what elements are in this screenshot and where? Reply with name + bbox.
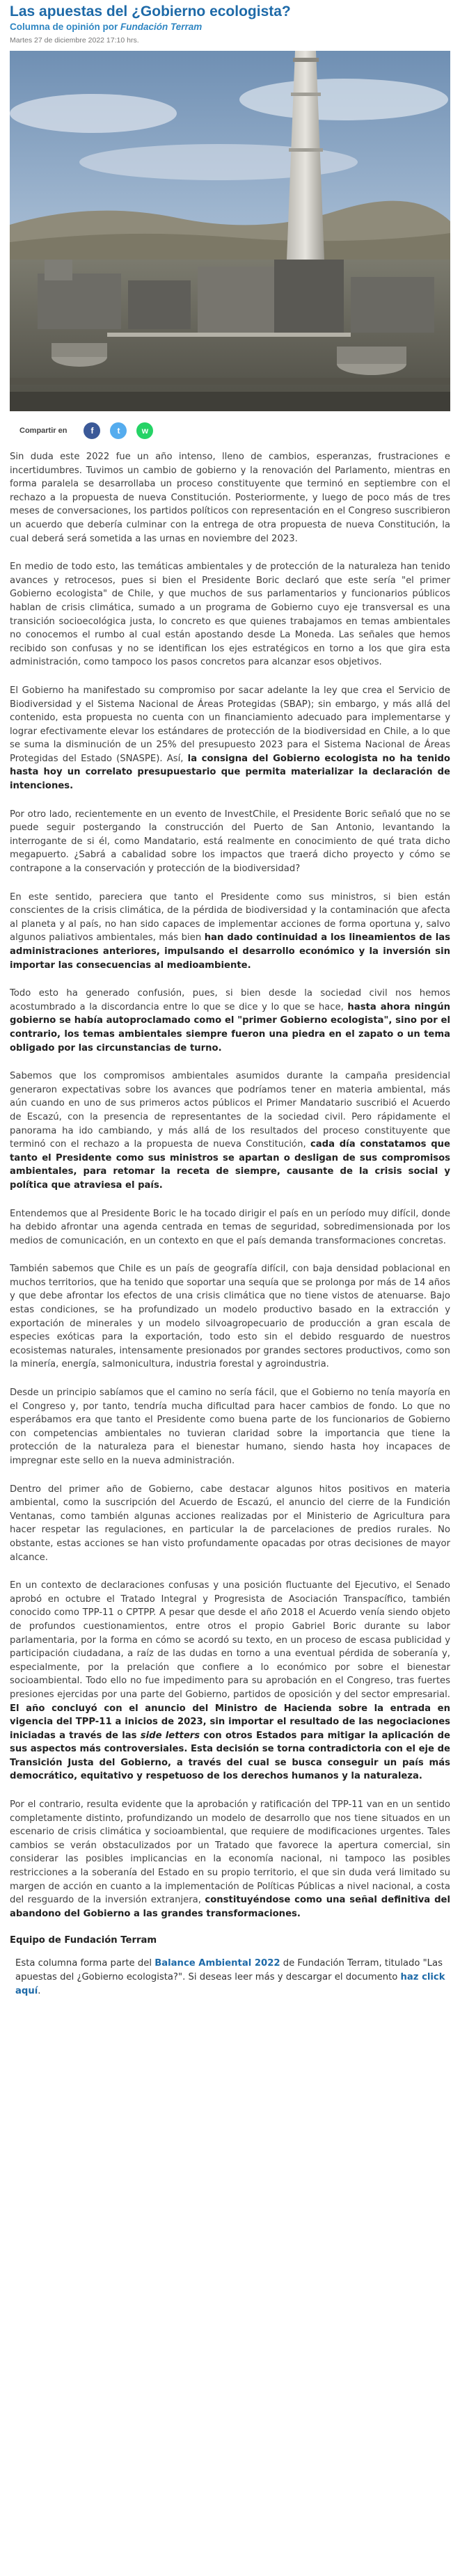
industrial-plant-photo: [10, 51, 450, 411]
article-body: [10, 450, 450, 1921]
share-buttons: [84, 422, 153, 439]
paragraph: [10, 1070, 450, 1192]
paragraph: [10, 1207, 450, 1248]
article-title: Las apuestas del ¿Gobierno ecologista?: [10, 3, 291, 19]
footer-part2: de Fundación Terram, titulado "Las apuestas del ¿Gobierno ecologista?". Si deseas leer más y descargar el documento: [15, 1958, 443, 1982]
text-run: En medio de todo esto, las temáticas ambientales y de protección de la naturaleza han tenido avances y retrocesos, pues si bien el Presidente Boric declaró que este sería "el primer Gobierno ecologista" de Chile, y que muchos de sus parlamentarios y funcionarios públicos hablan de crisis climática, sumado a un programa de Gobierno cuyo eje transversal es una transición socioecológica justa, lo concreto es que quienes trabajamos en temas ambientales no conocemos el rumbo al cual están apostando desde La Moneda. Las señales que hemos recibido son confusas y no se identifican los ejes estratégicos en torno a los que gira esta administración, como tampoco los pasos concretos para alcanzar esos objetivos.: [10, 562, 450, 668]
paragraph: [10, 1386, 450, 1468]
paragraph: [10, 1262, 450, 1372]
text-run: En este sentido, pareciera que tanto el Presidente como sus ministros, si bien están conscientes de la crisis climática, de la pérdida de biodiversidad y la contaminación que afecta al planeta y al país, no han sido capaces de implementar acciones de forma oportuna y, salvo algunos paliativos ambientales, más bien: [10, 891, 450, 944]
text-run: Sabemos que los compromisos ambientales asumidos durante la campaña presidencial generaron expectativas sobre los avances que podríamos tener en materia ambiental, más aún cuando en uno de sus primeros actos públicos el Primer Mandatario suscribió el Acuerdo de Escazú, con la presencia de representantes de la sociedad civil. Pero rápidamente el panorama ha ido cambiando, y más allá de los resultados del proceso constituyente que terminó con el rechazo a la propuesta de nueva Constitución,: [10, 1071, 450, 1150]
footer-part3: .: [38, 1985, 41, 1996]
bold-text-run: cada día constatamos que tanto el Presidente como sus ministros se apartan o desligan de sus compromisos ambientales, para retomar la receta de siempre, causante de la crisis social y política que atraviesa el país.: [10, 1139, 450, 1191]
bold-text-run: constituyéndose como una señal definitiva del abandono del Gobierno a las grandes transformaciones.: [10, 1895, 450, 1919]
subtitle-prefix: Columna de opinión por: [10, 22, 118, 32]
text-run: Entendemos que al Presidente Boric le ha tocado dirigir el país en un período muy difícil, donde ha debido afrontar una agenda centrada en temas de seguridad, sobredimensionada por los medios de comunicación, en un contexto en que el país demanda transformaciones concretas.: [10, 1208, 450, 1246]
footer-note: [10, 1957, 450, 1998]
paragraph: [10, 987, 450, 1055]
footer-accent: Balance Ambiental 2022: [154, 1958, 280, 1969]
twitter-share-icon[interactable]: t: [110, 422, 127, 439]
hero-image: [10, 51, 450, 411]
whatsapp-share-icon[interactable]: w: [136, 422, 153, 439]
text-run: Por el contrario, resulta evidente que la aprobación y ratificación del TPP-11 van en un sentido completamente distinto, profundizando un modelo de desarrollo que nos tiene situados en un escenario de crisis climática y socioambiental, que requiere de modificaciones urgentes. Tales cambios se verán obstaculizados por un Tratado que favorece la apertura comercial, sin considerar las posibles implicancias en la economía nacional, ni tampoco las posibles restricciones a la soberanía del Estado en su propio territorio, el que sin duda verá limitado su margen de acción en cuanto a la implementación de Políticas Públicas a nivel nacional, a costa del resguardo de la inversión extranjera,: [10, 1799, 450, 1906]
facebook-share-icon[interactable]: f: [84, 422, 100, 439]
text-run: El Gobierno ha manifestado su compromiso por sacar adelante la ley que crea el Servicio de Biodiversidad y el Sistema Nacional de Áreas Protegidas (SBAP); sin embargo, y más allá del contenido, esta propuesta no cuenta con un financiamiento adecuado para implementarse y lograr efectivamente elevar los estándares de protección de la biodiversidad en Chile, a lo que se suma la disminución de un 25% del presupuesto 2023 para el Sistema Nacional de Áreas Protegidas del Estado (SNASPE). Así,: [10, 685, 450, 764]
bold-text-run: side letters: [140, 1730, 200, 1741]
text-run: Desde un principio sabíamos que el camino no sería fácil, que el Gobierno no tenía mayoría en el Congreso y, por tanto, tendría mucha dificultad para hacer cambios de fondo. Lo que no esperábamos era que tanto el Presidente como buena parte de los funcionarios de Gobierno con competencias ambientales no tuvieran claridad sobre la importancia que tiene la protección de la naturaleza para el bienestar humano, siendo hasta hoy incapaces de impregnar este sello en la nueva administración.: [10, 1388, 450, 1466]
paragraph: [10, 1579, 450, 1783]
share-bar: [10, 411, 450, 450]
signature: Equipo de Fundación Terram: [10, 1935, 157, 1946]
bold-text-run: hasta ahora ningún gobierno se había autoproclamado como el "primer Gobierno ecologista", sino por el contrario, los temas ambientales siempre fueron una piedra en el zapato o un tema obligado por las circunstancias de turno.: [10, 1001, 450, 1054]
subtitle-author[interactable]: Fundación Terram: [120, 22, 203, 32]
text-run: Sin duda este 2022 fue un año intenso, lleno de cambios, esperanzas, frustraciones e incertidumbres. Tuvimos un cambio de gobierno y la renovación del Parlamento, mientras en forma paralela se desarrollaba un proceso constituyente que terminó en septiembre con el rechazo a la propuesta de nueva Constitución. Posteriormente, y luego de poco más de tres meses de conversaciones, los partidos políticos con representación en el Congreso suscribieron un acuerdo que debería culminar con la entrega de otra propuesta de nueva Constitución, la cual deberá será sometida a las urnas en noviembre del 2023.: [10, 452, 450, 544]
paragraph: [10, 560, 450, 669]
text-run: En un contexto de declaraciones confusas y una posición fluctuante del Ejecutivo, el Senado aprobó en octubre el Tratado Integral y Progresista de Asociación Transpacífico, también conocido como TPP-11 o CPTPP. A pesar que desde el año 2018 el Acuerdo venía siendo objeto de profundos cuestionamientos, entre otros el propio Gabriel Boric durante su labor parlamentaria, por la forma en cómo se acordó su texto, en un proceso de escasa publicidad y participación ciudadana, a raíz de las dudas en torno a una eventual pérdida de soberanía y, especialmente, por la prelación que confiere a lo económico por sobre el bienestar socioambiental. Todo ello no fue impedimento para su aprobación en el Congreso, tras fuertes presiones ejercidas por una parte del Gobierno, partidos de oposición y del sector empresarial.: [10, 1580, 450, 1700]
text-run: Por otro lado, recientemente en un evento de InvestChile, el Presidente Boric señaló que no se puede seguir postergando la construcción del Puerto de San Antonio, levantando la interrogante de si él, como Mandatario, está realmente en conocimiento de qué trata dicho megapuerto. ¿Sabrá a cabalidad sobre los impactos que traerá dicho proyecto y cómo se contrapone a la conservación y protección de la biodiversidad?: [10, 809, 450, 875]
paragraph: [10, 1798, 450, 1921]
paragraph: [10, 891, 450, 973]
share-label: Compartir en: [19, 427, 68, 435]
paragraph: [10, 450, 450, 546]
article-subtitle: [10, 21, 450, 33]
text-run: Dentro del primer año de Gobierno, cabe destacar algunos hitos positivos en materia ambiental, como la suscripción del Acuerdo de Escazú, el anuncio del cierre de la Fundición Ventanas, como también algunas acciones realizadas por el Ministerio de Agricultura para hacer respetar las regulaciones, en particular la de parcelaciones de predios rurales. No obstante, estas acciones se han visto profundamente opacadas por otras decisiones de mayor alcance.: [10, 1484, 450, 1563]
download-link[interactable]: haz click aquí: [15, 1972, 445, 1996]
bold-text-run: con otros Estados para mitigar la aplicación de sus aspectos más controversiales. Esta decisión se torna contradictoria con el eje de Transición Justa del Gobierno, a través del cual se busca conseguir un país más democrático, equitativo y respetuoso de los derechos humanos y la naturaleza.: [10, 1730, 451, 1782]
paragraph: [10, 808, 450, 876]
paragraph: [10, 684, 450, 793]
text-run: Todo esto ha generado confusión, pues, si bien desde la sociedad civil nos hemos acostumbrado a la discordancia entre lo que se dice y lo que se hace,: [10, 988, 450, 1012]
bold-text-run: han dado continuidad a los lineamientos de las administraciones anteriores, impulsando el desarrollo económico y la inversión sin importar las consecuencias al medioambiente.: [10, 932, 450, 971]
bold-text-run: la consigna del Gobierno ecologista no ha tenido hasta hoy un correlato presupuestario que permita materializar la declaración de intenciones.: [10, 753, 450, 792]
bold-text-run: El año concluyó con el anuncio del Ministro de Hacienda sobre la entrada en vigencia del TPP-11 a inicios de 2023, sin importar el resultado de las negociaciones iniciadas a través de las: [10, 1703, 450, 1741]
publish-date: Martes 27 de diciembre 2022 17:10 hrs.: [10, 36, 139, 45]
footer-part1: Esta columna forma parte del: [15, 1958, 155, 1969]
text-run: También sabemos que Chile es un país de geografía difícil, con baja densidad poblacional en muchos territorios, que ha tenido que soportar una sequía que se prolonga por más de 14 años y que debe afrontar los efectos de una crisis climática que no tiene vistos de atenuarse. Bajo estas condiciones, se ha profundizado un modelo productivo basado en la extracción y exportación de minerales y un modelo silvoagropecuario de producción a gran escala de especies exóticas para la exportación, todo esto sin el debido resguardo de nuestros ecosistemas naturales, intensamente presionados por grandes sectores productivos, como son la minería, energía, salmonicultura, industria forestal y agroindustria.: [10, 1264, 450, 1370]
paragraph: [10, 1483, 450, 1565]
